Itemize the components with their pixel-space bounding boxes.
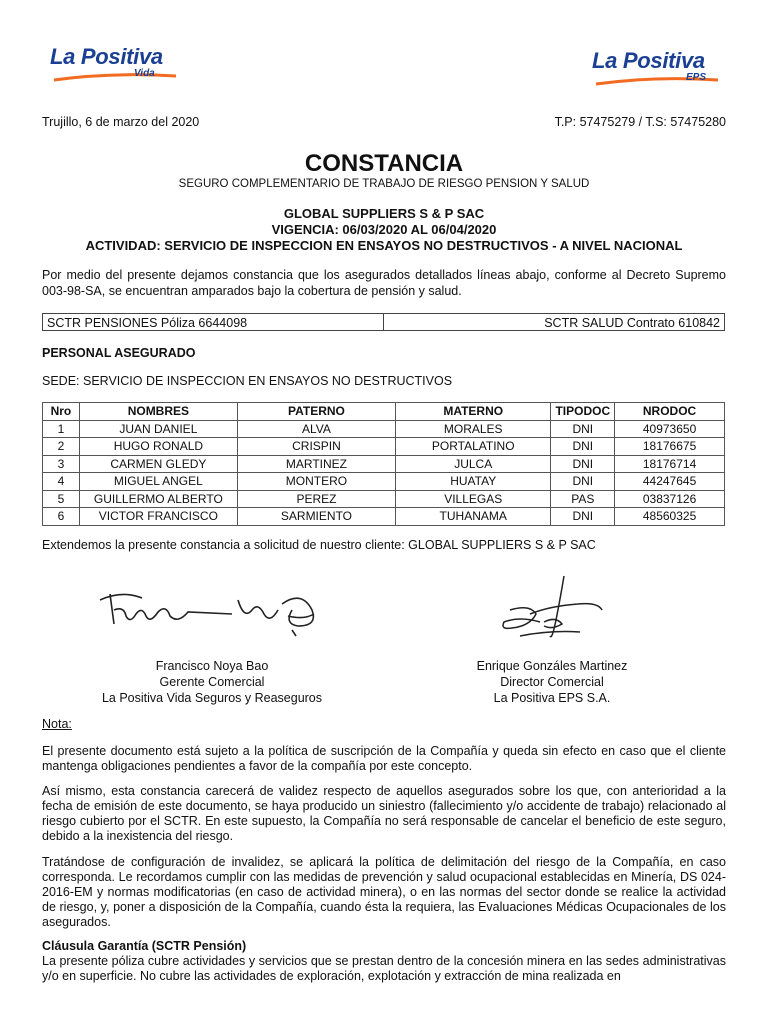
place-date: Trujillo, 6 de marzo del 2020 bbox=[42, 115, 200, 129]
table-cell: 5 bbox=[43, 490, 80, 508]
table-row bbox=[43, 473, 725, 491]
table-cell: HUGO RONALD bbox=[79, 438, 237, 456]
logo-la-positiva-eps bbox=[592, 48, 722, 98]
clausula-title: Cláusula Garantía (SCTR Pensión) bbox=[42, 939, 247, 953]
col-header: MATERNO bbox=[396, 403, 551, 421]
logo-right-sub: EPS bbox=[686, 72, 707, 83]
table-row bbox=[43, 508, 725, 526]
table-cell: 1 bbox=[43, 420, 80, 438]
extend-paragraph: Extendemos la presente constancia a solicitud de nuestro cliente: GLOBAL SUPPLIERS S & P SAC bbox=[42, 538, 596, 552]
table-cell: GUILLERMO ALBERTO bbox=[79, 490, 237, 508]
table-cell: 4 bbox=[43, 473, 80, 491]
table-cell: DNI bbox=[551, 420, 615, 438]
table-cell: PORTALATINO bbox=[396, 438, 551, 456]
phone-numbers: T.P: 57475279 / T.S: 57475280 bbox=[554, 115, 726, 129]
logo-right-text: La Positiva bbox=[592, 48, 705, 73]
table-cell: MARTINEZ bbox=[237, 455, 395, 473]
signer-right-role: Director Comercial bbox=[500, 675, 604, 689]
signer-right-org: La Positiva EPS S.A. bbox=[493, 691, 611, 705]
table-cell: MONTERO bbox=[237, 473, 395, 491]
table-cell: 18176675 bbox=[615, 438, 725, 456]
table-row bbox=[43, 455, 725, 473]
table-cell: MORALES bbox=[396, 420, 551, 438]
signer-right-name: Enrique Gonzáles Martinez bbox=[476, 659, 628, 673]
table-cell: DNI bbox=[551, 438, 615, 456]
logo-la-positiva-vida bbox=[50, 44, 180, 94]
sede-label: SEDE: SERVICIO DE INSPECCION EN ENSAYOS NO DESTRUCTIVOS bbox=[42, 374, 453, 388]
page-subtitle: SEGURO COMPLEMENTARIO DE TRABAJO DE RIESGO PENSION Y SALUD bbox=[178, 178, 590, 190]
page-title: CONSTANCIA bbox=[304, 150, 464, 177]
table-cell: 03837126 bbox=[615, 490, 725, 508]
signature-right bbox=[490, 570, 610, 650]
table-cell: 40973650 bbox=[615, 420, 725, 438]
table-cell: 44247645 bbox=[615, 473, 725, 491]
table-cell: TUHANAMA bbox=[396, 508, 551, 526]
col-header: NOMBRES bbox=[79, 403, 237, 421]
table-cell: JUAN DANIEL bbox=[79, 420, 237, 438]
table-cell: 18176714 bbox=[615, 455, 725, 473]
logo-left-text: La Positiva bbox=[50, 44, 163, 69]
col-header: TIPODOC bbox=[551, 403, 615, 421]
actividad: ACTIVIDAD: SERVICIO DE INSPECCION EN ENSAYOS NO DESTRUCTIVOS - A NIVEL NACIONAL bbox=[85, 238, 683, 253]
personal-asegurado-label: PERSONAL ASEGURADO bbox=[42, 346, 196, 360]
clausula-text: La presente póliza cubre actividades y servicios que se prestan dentro de la concesión minera en las sedes administrativas y/o en superficie. No cubre las actividades de exploración, explotación y extracción de mina realizada en bbox=[42, 954, 726, 983]
note-paragraph: Así mismo, esta constancia carecerá de validez respecto de aquellos asegurados sobre los que, con anterioridad a la fecha de emisión de este documento, se haya producido un siniestro (fallecimiento y/o accidente de trabajo) relacionado al riesgo cubierto por el SCTR. En este supuesto, la Compañía no será responsable de cancelar el beneficio de este seguro, debido a la inexistencia del riesgo. bbox=[42, 784, 726, 843]
policy-pensiones: SCTR PENSIONES Póliza 6644098 bbox=[42, 313, 384, 331]
logo-left-swoosh bbox=[52, 70, 178, 84]
table-cell: VICTOR FRANCISCO bbox=[79, 508, 237, 526]
note-paragraph: El presente documento está sujeto a la política de suscripción de la Compañía y queda sin efecto en caso que el cliente mantenga obligaciones pendientes a favor de la compañía por este concepto. bbox=[42, 744, 726, 773]
table-cell: DNI bbox=[551, 508, 615, 526]
table-header-row bbox=[43, 403, 725, 421]
table-row bbox=[43, 490, 725, 508]
table-cell: DNI bbox=[551, 455, 615, 473]
table-cell: JULCA bbox=[396, 455, 551, 473]
vigencia: VIGENCIA: 06/03/2020 AL 06/04/2020 bbox=[271, 222, 497, 237]
table-cell: 6 bbox=[43, 508, 80, 526]
table-cell: VILLEGAS bbox=[396, 490, 551, 508]
table-cell: DNI bbox=[551, 473, 615, 491]
note-paragraph: Tratándose de configuración de invalidez, se aplicará la política de delimitación del riesgo de la Compañía, en caso corresponda. Le recordamos cumplir con las medidas de prevención y salud ocupacional establecidas en Minería, DS 024-2016-EM y normas modificatorias (en caso de actividad minera), o en las normas del sector donde se realice la actividad de riesgo, y, poner a disposición de la Compañía, cuando ésta la requiera, las Evaluaciones Médicas Ocupacionales de los asegurados. bbox=[42, 855, 726, 929]
col-header: Nro bbox=[43, 403, 80, 421]
table-row bbox=[43, 438, 725, 456]
table-cell: CRISPIN bbox=[237, 438, 395, 456]
table-cell: HUATAY bbox=[396, 473, 551, 491]
col-header: PATERNO bbox=[237, 403, 395, 421]
signature-left bbox=[92, 580, 332, 640]
logo-left-sub: Vida bbox=[134, 68, 155, 79]
signer-left-role: Gerente Comercial bbox=[159, 675, 265, 689]
col-header: NRODOC bbox=[615, 403, 725, 421]
signer-left-org: La Positiva Vida Seguros y Reaseguros bbox=[101, 691, 323, 705]
table-cell: 3 bbox=[43, 455, 80, 473]
table-cell: PAS bbox=[551, 490, 615, 508]
table-cell: 2 bbox=[43, 438, 80, 456]
table-cell: SARMIENTO bbox=[237, 508, 395, 526]
table-cell: 48560325 bbox=[615, 508, 725, 526]
insured-table bbox=[42, 402, 725, 526]
policy-salud: SCTR SALUD Contrato 610842 bbox=[384, 313, 725, 331]
nota-label: Nota: bbox=[42, 717, 72, 731]
intro-paragraph: Por medio del presente dejamos constancia que los asegurados detallados líneas abajo, conforme al Decreto Supremo 003-98-SA, se encuentran amparados bajo la cobertura de pensión y salud. bbox=[42, 268, 726, 298]
table-cell: MIGUEL ANGEL bbox=[79, 473, 237, 491]
table-cell: CARMEN GLEDY bbox=[79, 455, 237, 473]
table-cell: ALVA bbox=[237, 420, 395, 438]
signer-left-name: Francisco Noya Bao bbox=[155, 659, 269, 673]
table-cell: PEREZ bbox=[237, 490, 395, 508]
table-row bbox=[43, 420, 725, 438]
company-name: GLOBAL SUPPLIERS S & P SAC bbox=[283, 206, 485, 221]
